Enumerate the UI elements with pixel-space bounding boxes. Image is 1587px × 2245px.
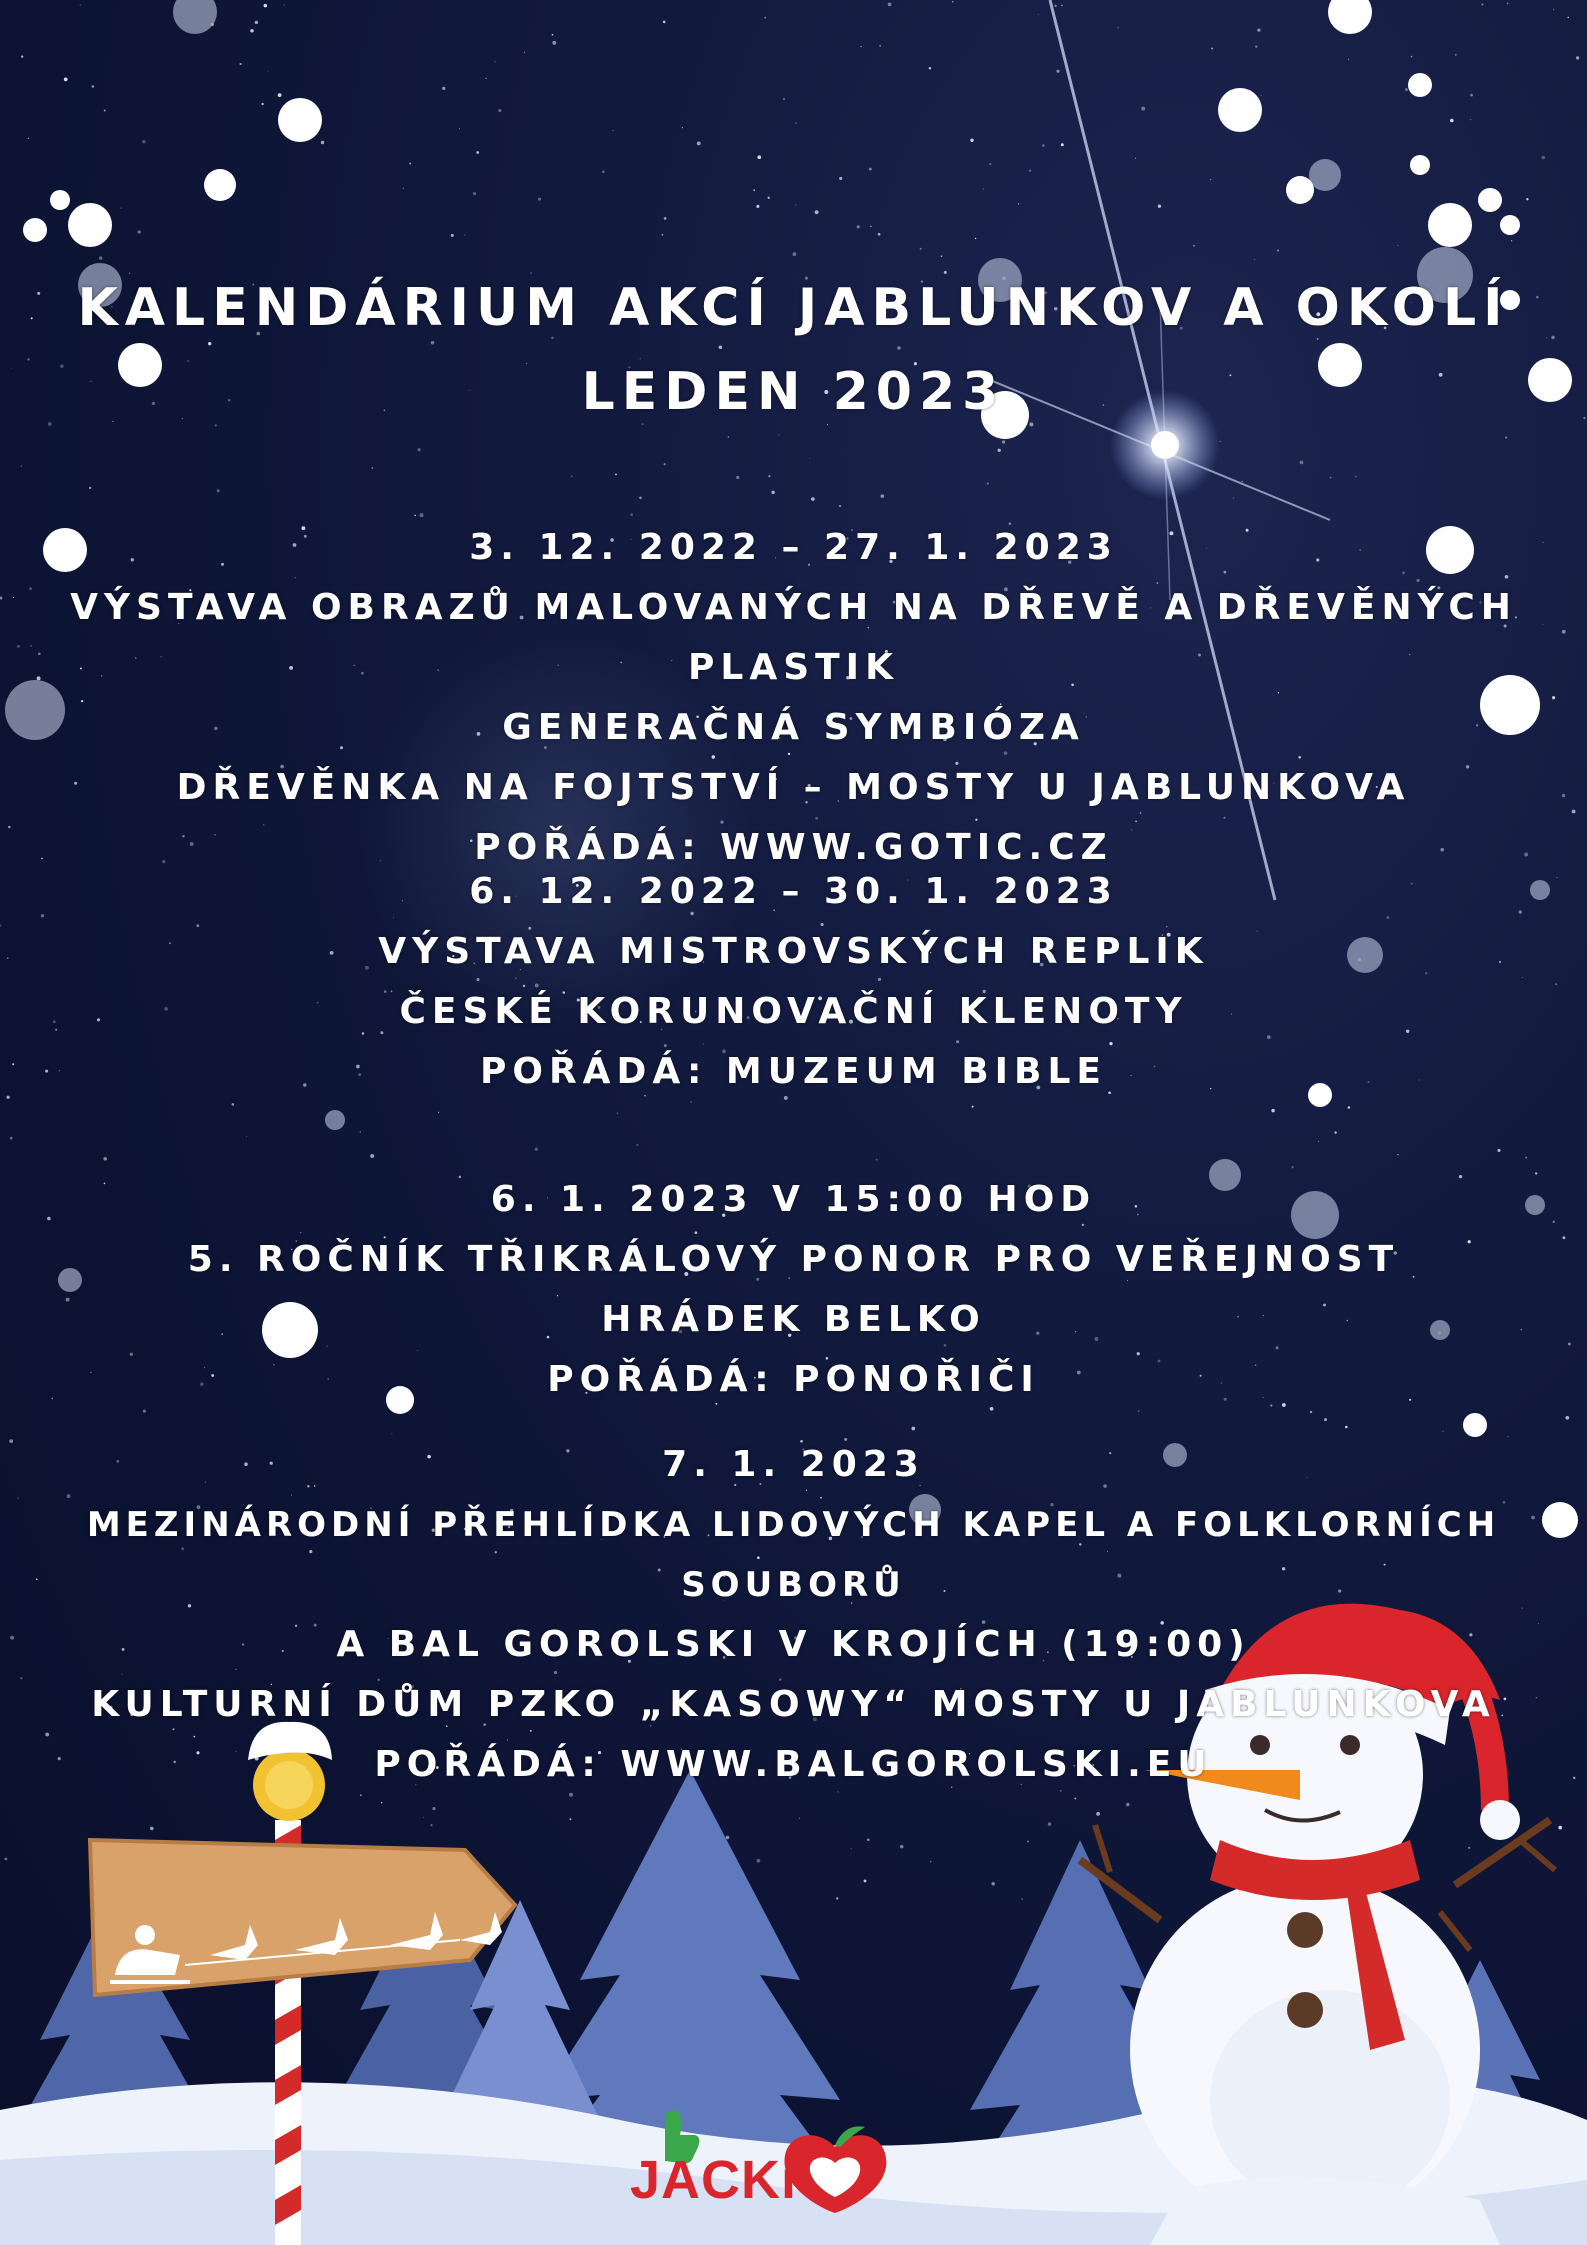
event-1	[0, 518, 1587, 878]
event-line: DŘEVĚNKA NA FOJTSTVÍ – MOSTY U JABLUNKOVA	[176, 767, 1411, 808]
event-line: KULTURNÍ DŮM PZKO „KASOWY“ MOSTY U JABLUNKOVA	[91, 1684, 1496, 1725]
event-date: 3. 12. 2022 – 27. 1. 2023	[469, 527, 1118, 568]
event-line: 5. ROČNÍK TŘIKRÁLOVÝ PONOR PRO VEŘEJNOST	[187, 1239, 1400, 1280]
page-title: KALENDÁRIUM AKCÍ JABLUNKOV A OKOLÍ	[77, 278, 1510, 338]
event-4	[0, 1435, 1587, 1795]
event-organizer: POŘÁDÁ: WWW.GOTIC.CZ	[474, 827, 1113, 868]
event-date: 6. 1. 2023 V 15:00 HOD	[490, 1179, 1097, 1220]
event-3	[0, 1170, 1587, 1410]
event-line: HRÁDEK BELKO	[601, 1299, 986, 1340]
event-line: VÝSTAVA OBRAZŮ MALOVANÝCH NA DŘEVĚ A DŘEVĚNÝCH PLASTIK	[70, 587, 1517, 688]
event-line: ČESKÉ KORUNOVAČNÍ KLENOTY	[399, 991, 1188, 1032]
jacki-logo	[620, 2105, 890, 2215]
event-date: 7. 1. 2023	[662, 1444, 925, 1485]
event-organizer: POŘÁDÁ: PONOŘIČI	[547, 1359, 1040, 1400]
event-date: 6. 12. 2022 – 30. 1. 2023	[469, 871, 1118, 912]
event-line: MEZINÁRODNÍ PŘEHLÍDKA LIDOVÝCH KAPEL A FOLKLORNÍCH SOUBORŮ	[86, 1505, 1501, 1605]
event-line: GENERAČNÁ SYMBIÓZA	[502, 707, 1085, 748]
page-subtitle: LEDEN 2023	[581, 362, 1006, 422]
logo-text: JACKi	[630, 2150, 798, 2210]
event-organizer: POŘÁDÁ: WWW.BALGOROLSKI.EU	[374, 1744, 1213, 1785]
event-line: A BAL GOROLSKI V KROJÍCH (19:00)	[336, 1624, 1251, 1665]
apple-heart-icon	[785, 2126, 887, 2213]
event-organizer: POŘÁDÁ: MUZEUM BIBLE	[479, 1051, 1108, 1092]
event-line: VÝSTAVA MISTROVSKÝCH REPLIK	[378, 931, 1209, 972]
event-2	[0, 862, 1587, 1102]
